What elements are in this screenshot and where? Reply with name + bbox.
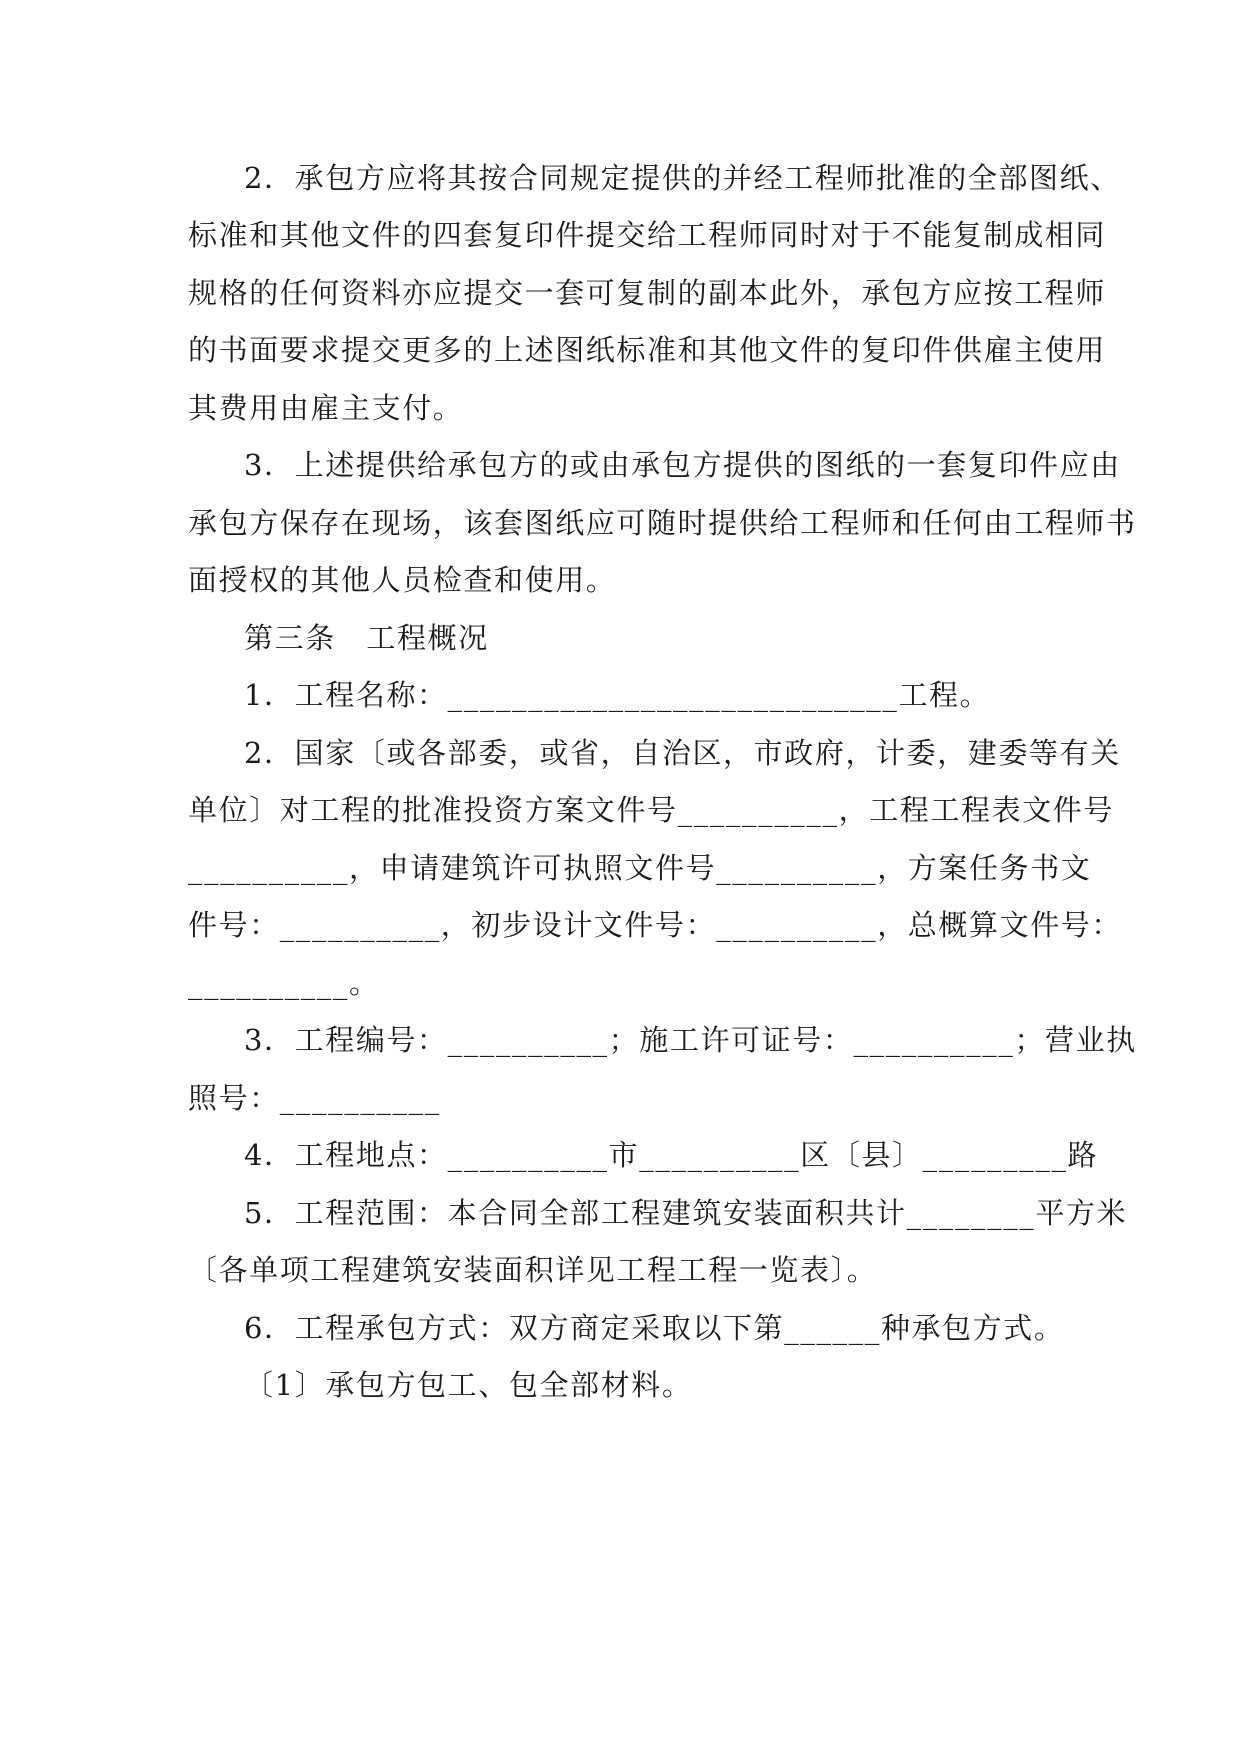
paragraph-line: 3．工程编号：__________；施工许可证号：__________；营业执 (244, 1023, 1137, 1057)
paragraph-line: 1．工程名称：____________________________工程。 (244, 678, 991, 712)
paragraph-line: 单位〕对工程的批准投资方案文件号__________，工程工程表文件号 (188, 793, 1115, 827)
paragraph-line: 〔1〕承包方包工、包全部材料。 (244, 1368, 693, 1402)
paragraph-line: 标准和其他文件的四套复印件提交给工程师同时对于不能复制成相同 (188, 218, 1107, 252)
section-heading: 第三条 工程概况 (244, 621, 489, 655)
paragraph-line: 面授权的其他人员检查和使用。 (188, 563, 617, 597)
paragraph-line: __________。 (188, 966, 380, 1000)
paragraph-line: 4．工程地点：__________市__________区〔县〕_________路 (244, 1138, 1099, 1172)
paragraph-line: 3．上述提供给承包方的或由承包方提供的图纸的一套复印件应由 (244, 448, 1121, 482)
paragraph-line: 5．工程范围：本合同全部工程建筑安装面积共计________平方米 (244, 1196, 1128, 1230)
paragraph-line: 〔各单项工程建筑安装面积详见工程工程一览表〕。 (188, 1253, 878, 1287)
paragraph-line: 承包方保存在现场，该套图纸应可随时提供给工程师和任何由工程师书 (188, 506, 1137, 540)
paragraph-line: 其费用由雇主支付。 (188, 391, 464, 425)
paragraph-line: 照号：__________ (188, 1081, 441, 1115)
paragraph-line: 件号：__________，初步设计文件号：__________，总概算文件号： (188, 908, 1123, 942)
paragraph-line: 规格的任何资料亦应提交一套可复制的副本此外，承包方应按工程师 (188, 276, 1107, 310)
paragraph-line: 6．工程承包方式：双方商定采取以下第______种承包方式。 (244, 1311, 1065, 1345)
paragraph-line: 的书面要求提交更多的上述图纸标准和其他文件的复印件供雇主使用 (188, 333, 1107, 367)
paragraph-line: __________，申请建筑许可执照文件号__________，方案任务书文 (188, 851, 1092, 885)
paragraph-line: 2．国家〔或各部委，或省，自治区，市政府，计委，建委等有关 (244, 736, 1121, 770)
paragraph-line: 2．承包方应将其按合同规定提供的并经工程师批准的全部图纸、 (244, 161, 1121, 195)
